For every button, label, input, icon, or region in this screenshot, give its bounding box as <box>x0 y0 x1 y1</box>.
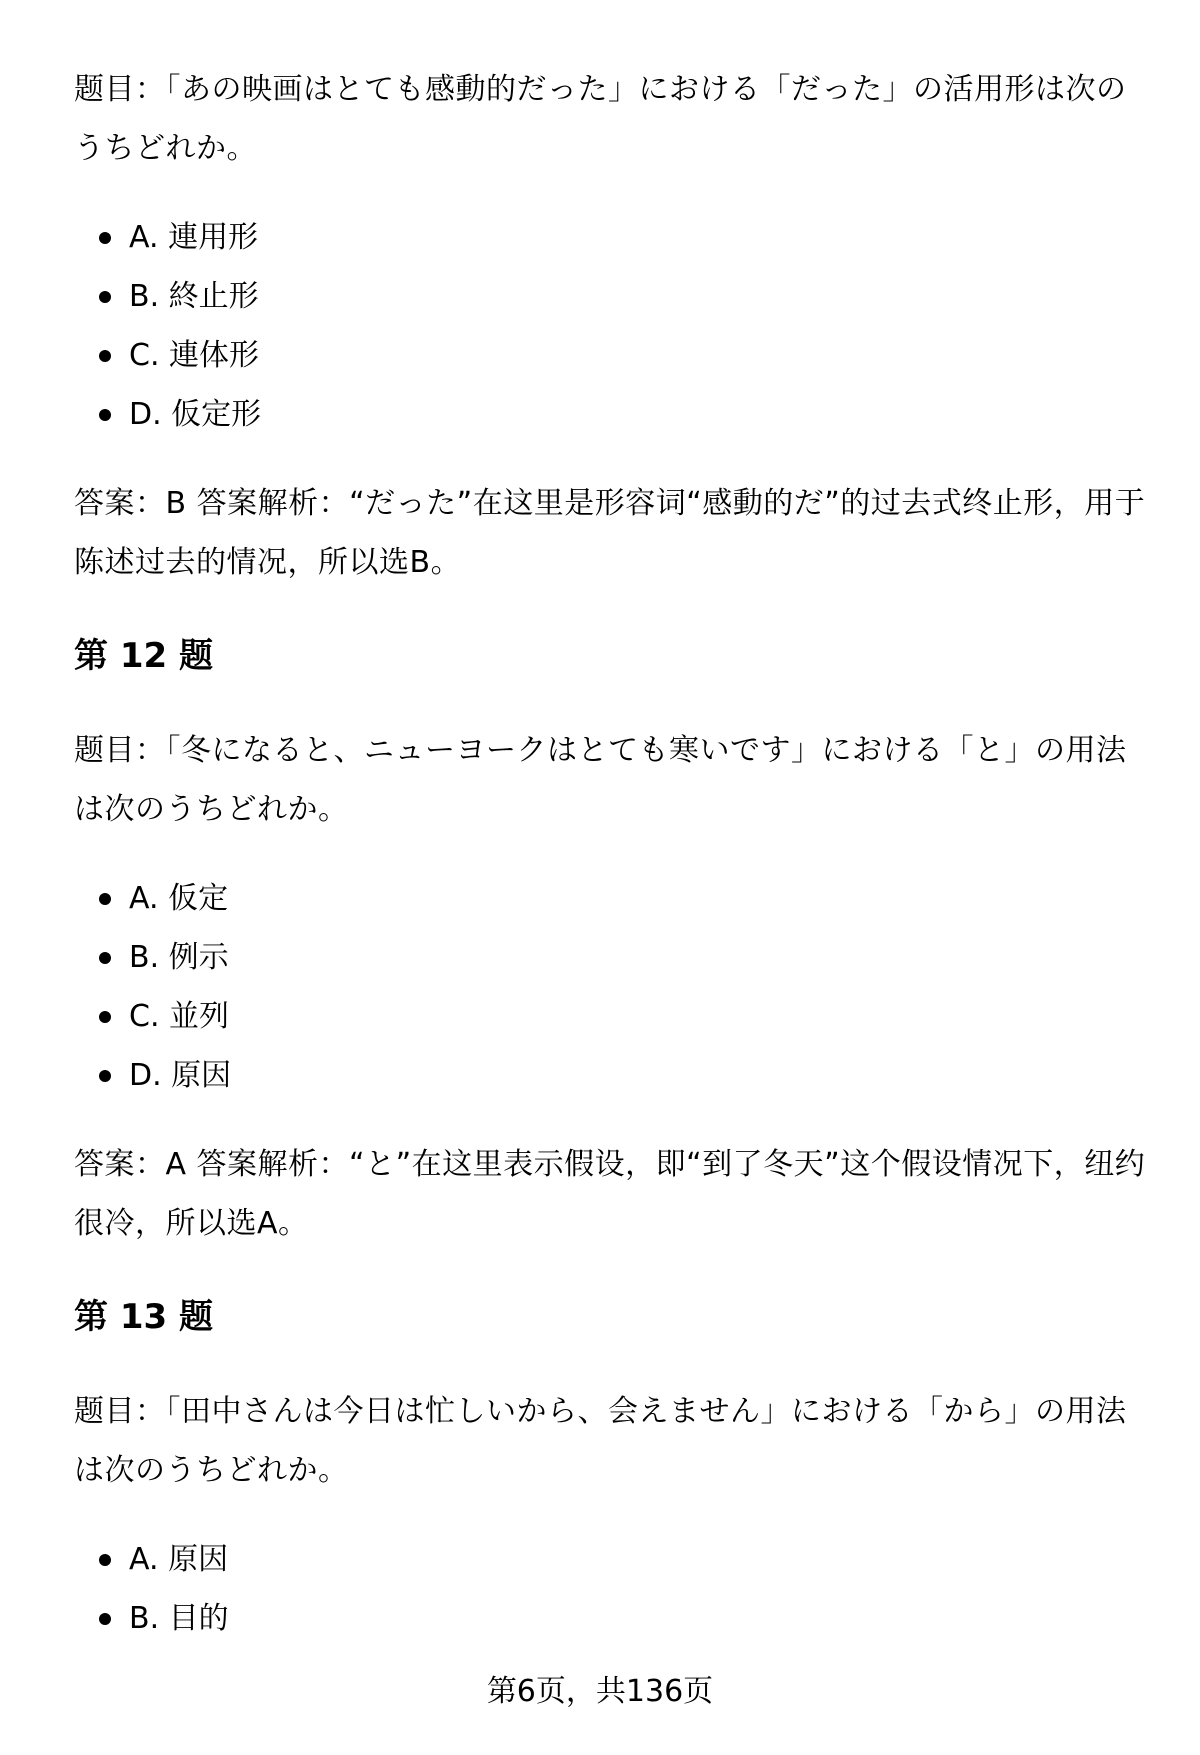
question-heading: 第 13 题 <box>74 1297 213 1337</box>
option-item <box>74 928 1154 987</box>
option-text: B. 目的 <box>129 1601 229 1636</box>
bullet-icon <box>99 952 111 964</box>
page-number-footer: 第6页，共136页 <box>486 1674 714 1709</box>
option-item <box>74 869 1154 928</box>
bullet-icon <box>99 893 111 905</box>
option-item <box>74 1046 1154 1105</box>
option-item <box>74 267 1154 326</box>
option-text: B. 終止形 <box>129 279 259 314</box>
option-item <box>74 1530 1154 1589</box>
bullet-icon <box>99 1554 111 1566</box>
bullet-icon <box>99 350 111 362</box>
option-item <box>74 208 1154 267</box>
question-text: 题目：「冬になると、ニューヨークはとても寒いです」における「と」の用法は次のうちどれか。 <box>74 733 1127 827</box>
answer-explanation: 答案：A 答案解析：“と”在这里表示假设，即“到了冬天”这个假设情况下，纽约很冷，所以选A。 <box>74 1147 1146 1241</box>
bullet-icon <box>99 291 111 303</box>
answer-explanation: 答案：B 答案解析：“だった”在这里是形容词“感動的だ”的过去式终止形，用于陈述过去的情况，所以选B。 <box>74 486 1146 580</box>
option-text: D. 原因 <box>129 1058 232 1093</box>
option-text: C. 連体形 <box>129 338 260 373</box>
option-text: C. 並列 <box>129 999 230 1034</box>
option-text: B. 例示 <box>129 940 229 975</box>
document-page <box>74 60 1154 1648</box>
option-text: D. 仮定形 <box>129 397 262 432</box>
option-item <box>74 385 1154 444</box>
option-list <box>74 869 1154 1105</box>
question-text: 题目：「あの映画はとても感動的だった」における「だった」の活用形は次のうちどれか。 <box>74 72 1127 166</box>
question-text: 题目：「田中さんは今日は忙しいから、会えません」における「から」の用法は次のうちどれか。 <box>74 1394 1127 1488</box>
bullet-icon <box>99 1070 111 1082</box>
question-heading: 第 12 题 <box>74 636 213 676</box>
option-item <box>74 987 1154 1046</box>
bullet-icon <box>99 232 111 244</box>
bullet-icon <box>99 1613 111 1625</box>
option-item <box>74 326 1154 385</box>
option-text: A. 仮定 <box>129 881 229 916</box>
option-item <box>74 1589 1154 1648</box>
bullet-icon <box>99 1011 111 1023</box>
option-list <box>74 1530 1154 1648</box>
option-text: A. 原因 <box>129 1542 229 1577</box>
bullet-icon <box>99 409 111 421</box>
option-list <box>74 208 1154 444</box>
option-text: A. 連用形 <box>129 220 259 255</box>
